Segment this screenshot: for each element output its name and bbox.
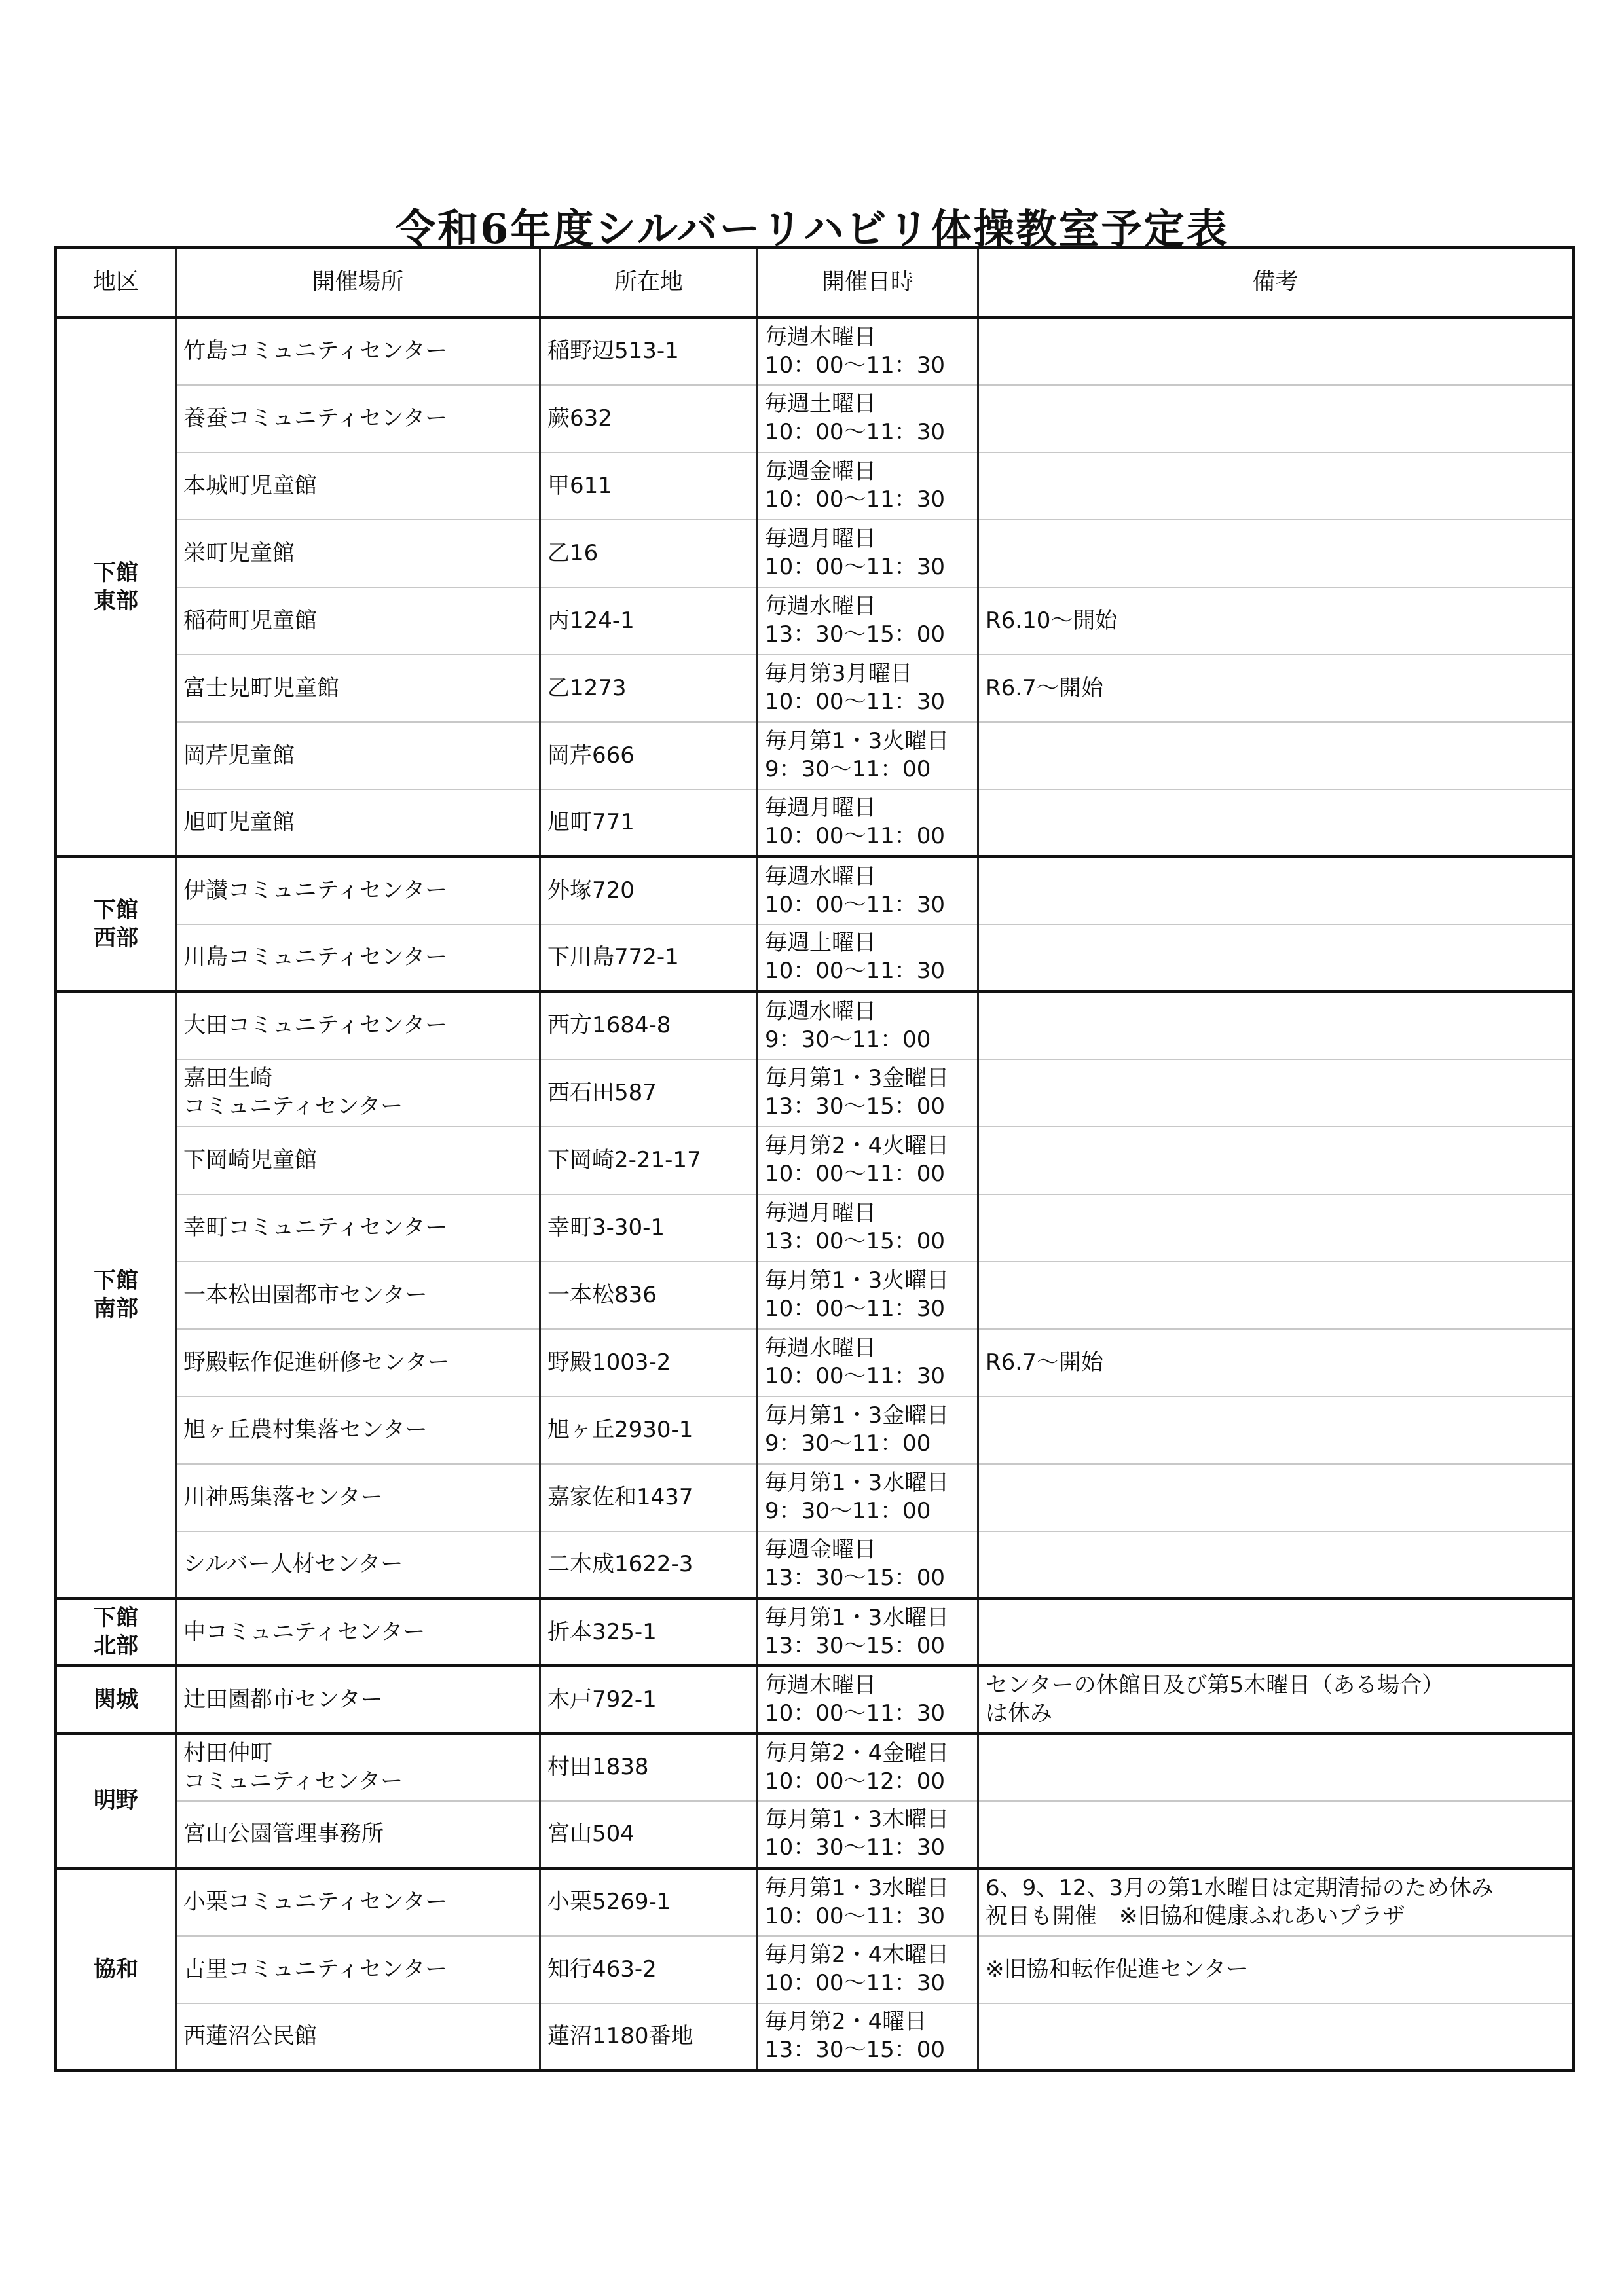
text-line: 嘉田生崎 <box>183 1065 272 1091</box>
schedule-day: 毎月第1・3水曜日 <box>765 1470 950 1496</box>
schedule-cell <box>758 722 978 790</box>
text-line: コミュニティセンター <box>183 1093 403 1120</box>
schedule-day: 毎週水曜日 <box>765 998 876 1025</box>
text-line: 祝日も開催 ※旧協和健康ふれあいプラザ <box>986 1903 1405 1929</box>
schedule-cell <box>758 1599 978 1666</box>
schedule-cell <box>758 1329 978 1396</box>
address-cell: 野殿1003-2 <box>540 1329 758 1396</box>
notes-cell <box>978 520 1574 587</box>
notes-cell: ※旧協和転作促進センター <box>978 1936 1574 2003</box>
table-row <box>56 1059 1574 1127</box>
schedule-time: 10：00～12：00 <box>765 1768 946 1795</box>
address-cell: 稲野辺513-1 <box>540 318 758 385</box>
notes-cell <box>978 1868 1574 1936</box>
schedule-day: 毎月第1・3水曜日 <box>765 1874 950 1901</box>
address-cell: 蓮沼1180番地 <box>540 2003 758 2071</box>
schedule-time: 9：30～11：00 <box>765 1498 931 1524</box>
schedule-cell <box>758 790 978 857</box>
address-cell: 下岡崎2-21-17 <box>540 1127 758 1194</box>
schedule-cell <box>758 992 978 1059</box>
schedule-time: 10：00～11：30 <box>765 1903 946 1929</box>
schedule-cell <box>758 1127 978 1194</box>
schedule-time: 13：30～15：00 <box>765 1565 946 1592</box>
schedule-time: 13：30～15：00 <box>765 2037 946 2064</box>
address-cell: 丙124-1 <box>540 587 758 655</box>
text-line: センターの休館日及び第5木曜日（ある場合） <box>986 1672 1445 1698</box>
table-row <box>56 857 1574 924</box>
venue-cell: 旭町児童館 <box>176 790 540 857</box>
venue-cell: 幸町コミュニティセンター <box>176 1194 540 1262</box>
notes-cell <box>978 1127 1574 1194</box>
schedule-cell <box>758 1396 978 1464</box>
text-line: 下館 <box>94 559 138 586</box>
notes-cell <box>978 1734 1574 1801</box>
table-row <box>56 1936 1574 2003</box>
venue-cell: 竹島コミュニティセンター <box>176 318 540 385</box>
district-cell: 明野 <box>56 1734 176 1868</box>
address-cell: 旭町771 <box>540 790 758 857</box>
notes-cell <box>978 1531 1574 1599</box>
schedule-time: 10：00～11：30 <box>765 419 946 445</box>
schedule-day: 毎週金曜日 <box>765 458 876 484</box>
schedule-cell <box>758 1734 978 1801</box>
schedule-cell <box>758 1531 978 1599</box>
text-line: 東部 <box>94 587 138 614</box>
table-row <box>56 1127 1574 1194</box>
schedule-cell <box>758 1868 978 1936</box>
venue-cell: 岡芹児童館 <box>176 722 540 790</box>
header-venue: 開催場所 <box>176 248 540 318</box>
table-row <box>56 385 1574 452</box>
venue-cell: 宮山公園管理事務所 <box>176 1801 540 1868</box>
header-district: 地区 <box>56 248 176 318</box>
address-cell: 蕨632 <box>540 385 758 452</box>
table-row <box>56 1666 1574 1734</box>
address-cell: 乙1273 <box>540 655 758 722</box>
venue-cell: 伊讃コミュニティセンター <box>176 857 540 924</box>
venue-cell: 本城町児童館 <box>176 452 540 520</box>
schedule-cell <box>758 2003 978 2071</box>
schedule-time: 10：00～11：00 <box>765 823 946 850</box>
address-cell: 折本325-1 <box>540 1599 758 1666</box>
table-row <box>56 992 1574 1059</box>
venue-cell: シルバー人材センター <box>176 1531 540 1599</box>
address-cell: 西方1684-8 <box>540 992 758 1059</box>
notes-cell <box>978 1801 1574 1868</box>
schedule-day: 毎週月曜日 <box>765 795 876 822</box>
venue-cell: 富士見町児童館 <box>176 655 540 722</box>
schedule-time: 10：00～11：30 <box>765 1700 946 1726</box>
schedule-time: 10：00～11：30 <box>765 352 946 378</box>
notes-cell <box>978 2003 1574 2071</box>
text-line: 村田仲町 <box>183 1740 272 1766</box>
schedule-time: 10：00～11：30 <box>765 1970 946 1996</box>
venue-cell: 大田コミュニティセンター <box>176 992 540 1059</box>
schedule-cell <box>758 1194 978 1262</box>
address-cell: 小栗5269-1 <box>540 1868 758 1936</box>
schedule-cell <box>758 385 978 452</box>
table-row <box>56 452 1574 520</box>
notes-cell <box>978 857 1574 924</box>
address-cell: 幸町3-30-1 <box>540 1194 758 1262</box>
schedule-day: 毎週土曜日 <box>765 930 876 957</box>
notes-cell <box>978 1059 1574 1127</box>
header-schedule: 開催日時 <box>758 248 978 318</box>
notes-cell <box>978 1599 1574 1666</box>
table-row <box>56 1329 1574 1396</box>
schedule-cell <box>758 520 978 587</box>
notes-cell: R6.7～開始 <box>978 655 1574 722</box>
schedule-cell <box>758 1059 978 1127</box>
notes-cell <box>978 318 1574 385</box>
table-row <box>56 587 1574 655</box>
schedule-time: 10：00～11：30 <box>765 958 946 985</box>
address-cell: 村田1838 <box>540 1734 758 1801</box>
venue-cell <box>176 1059 540 1127</box>
text-line: は休み <box>986 1700 1052 1726</box>
schedule-day: 毎週水曜日 <box>765 1335 876 1361</box>
venue-cell: 旭ヶ丘農村集落センター <box>176 1396 540 1464</box>
address-cell: 二木成1622-3 <box>540 1531 758 1599</box>
address-cell: 旭ヶ丘2930-1 <box>540 1396 758 1464</box>
notes-cell <box>978 1666 1574 1734</box>
schedule-day: 毎週土曜日 <box>765 391 876 417</box>
schedule-time: 10：00～11：30 <box>765 1363 946 1389</box>
address-cell: 岡芹666 <box>540 722 758 790</box>
district-cell <box>56 318 176 857</box>
schedule-time: 10：00～11：30 <box>765 891 946 918</box>
venue-cell: 稲荷町児童館 <box>176 587 540 655</box>
notes-cell <box>978 1194 1574 1262</box>
notes-cell <box>978 452 1574 520</box>
address-cell: 下川島772-1 <box>540 924 758 992</box>
table-row <box>56 1599 1574 1666</box>
table-row <box>56 1396 1574 1464</box>
address-cell: 乙16 <box>540 520 758 587</box>
text-line: 南部 <box>94 1296 138 1322</box>
schedule-day: 毎月第1・3火曜日 <box>765 1267 950 1294</box>
address-cell: 外塚720 <box>540 857 758 924</box>
table-row <box>56 1801 1574 1868</box>
schedule-time: 13：30～15：00 <box>765 621 946 647</box>
notes-cell <box>978 385 1574 452</box>
notes-cell <box>978 924 1574 992</box>
schedule-day: 毎月第2・4火曜日 <box>765 1133 950 1159</box>
schedule-day: 毎週金曜日 <box>765 1537 876 1563</box>
text-line: 北部 <box>94 1633 138 1659</box>
venue-cell: 辻田園都市センター <box>176 1666 540 1734</box>
district-cell <box>56 857 176 992</box>
table-body <box>56 318 1574 2071</box>
schedule-time: 10：00～11：30 <box>765 1296 946 1322</box>
text-line: 下館 <box>94 1605 138 1631</box>
schedule-cell <box>758 1262 978 1329</box>
schedule-day: 毎週木曜日 <box>765 1672 876 1698</box>
notes-cell <box>978 790 1574 857</box>
text-line: 下館 <box>94 896 138 923</box>
venue-cell: 中コミュニティセンター <box>176 1599 540 1666</box>
schedule-time: 10：00～11：30 <box>765 486 946 513</box>
table-header-row <box>56 248 1574 318</box>
schedule-day: 毎月第1・3木曜日 <box>765 1806 950 1833</box>
venue-cell: 養蚕コミュニティセンター <box>176 385 540 452</box>
schedule-cell <box>758 857 978 924</box>
address-cell: 宮山504 <box>540 1801 758 1868</box>
schedule-time: 10：30～11：30 <box>765 1834 946 1861</box>
schedule-cell <box>758 452 978 520</box>
venue-cell: 下岡崎児童館 <box>176 1127 540 1194</box>
text-line: 下館 <box>94 1267 138 1294</box>
schedule-time: 10：00～11：30 <box>765 689 946 715</box>
venue-cell <box>176 1734 540 1801</box>
schedule-cell <box>758 924 978 992</box>
notes-cell <box>978 992 1574 1059</box>
schedule-cell <box>758 1936 978 2003</box>
schedule-time: 9：30～11：00 <box>765 1026 931 1053</box>
table-row <box>56 520 1574 587</box>
schedule-day: 毎月第1・3金曜日 <box>765 1402 950 1429</box>
venue-cell: 小栗コミュニティセンター <box>176 1868 540 1936</box>
table-row <box>56 924 1574 992</box>
venue-cell: 川島コミュニティセンター <box>176 924 540 992</box>
schedule-time: 9：30～11：00 <box>765 756 931 782</box>
table-row <box>56 790 1574 857</box>
table-row <box>56 1194 1574 1262</box>
table-row <box>56 2003 1574 2071</box>
notes-cell <box>978 1262 1574 1329</box>
schedule-time: 10：00～11：30 <box>765 554 946 580</box>
address-cell: 一本松836 <box>540 1262 758 1329</box>
schedule-table <box>54 246 1575 2072</box>
schedule-cell <box>758 1801 978 1868</box>
schedule-day: 毎週水曜日 <box>765 863 876 890</box>
district-cell: 関城 <box>56 1666 176 1734</box>
schedule-day: 毎月第1・3火曜日 <box>765 728 950 754</box>
table-row <box>56 1531 1574 1599</box>
schedule-time: 13：30～15：00 <box>765 1093 946 1120</box>
schedule-time: 10：00～11：00 <box>765 1161 946 1187</box>
address-cell: 甲611 <box>540 452 758 520</box>
address-cell: 知行463-2 <box>540 1936 758 2003</box>
schedule-day: 毎月第2・4金曜日 <box>765 1740 950 1766</box>
schedule-cell <box>758 1464 978 1531</box>
schedule-time: 13：30～15：00 <box>765 1633 946 1659</box>
text-line: 西部 <box>94 924 138 951</box>
schedule-day: 毎週月曜日 <box>765 1200 876 1226</box>
venue-cell: 栄町児童館 <box>176 520 540 587</box>
venue-cell: 古里コミュニティセンター <box>176 1936 540 2003</box>
schedule-time: 9：30～11：00 <box>765 1430 931 1457</box>
schedule-day: 毎月第2・4曜日 <box>765 2009 927 2035</box>
schedule-time: 13：00～15：00 <box>765 1228 946 1254</box>
text-line: 6、9、12、3月の第1水曜日は定期清掃のため休み <box>986 1874 1494 1901</box>
schedule-cell <box>758 1666 978 1734</box>
schedule-cell <box>758 655 978 722</box>
text-line: コミュニティセンター <box>183 1768 403 1795</box>
venue-cell: 川神馬集落センター <box>176 1464 540 1531</box>
table-row <box>56 1464 1574 1531</box>
notes-cell: R6.7～開始 <box>978 1329 1574 1396</box>
header-notes: 備考 <box>978 248 1574 318</box>
address-cell: 西石田587 <box>540 1059 758 1127</box>
page-title: 令和6年度シルバーリハビリ体操教室予定表 <box>395 204 1229 253</box>
schedule-day: 毎月第2・4木曜日 <box>765 1942 950 1968</box>
district-cell: 協和 <box>56 1868 176 2071</box>
table-row <box>56 655 1574 722</box>
table-row <box>56 1262 1574 1329</box>
schedule-day: 毎週木曜日 <box>765 323 876 350</box>
district-cell <box>56 1599 176 1666</box>
schedule-day: 毎月第1・3金曜日 <box>765 1065 950 1091</box>
schedule-day: 毎週月曜日 <box>765 526 876 552</box>
notes-cell <box>978 1464 1574 1531</box>
notes-cell <box>978 1396 1574 1464</box>
table-row <box>56 1868 1574 1936</box>
notes-cell <box>978 722 1574 790</box>
district-cell <box>56 992 176 1599</box>
venue-cell: 一本松田園都市センター <box>176 1262 540 1329</box>
address-cell: 嘉家佐和1437 <box>540 1464 758 1531</box>
schedule-day: 毎週水曜日 <box>765 593 876 619</box>
venue-cell: 野殿転作促進研修センター <box>176 1329 540 1396</box>
venue-cell: 西蓮沼公民館 <box>176 2003 540 2071</box>
schedule-day: 毎月第1・3水曜日 <box>765 1605 950 1631</box>
table-row <box>56 1734 1574 1801</box>
schedule-cell <box>758 318 978 385</box>
notes-cell: R6.10～開始 <box>978 587 1574 655</box>
schedule-cell <box>758 587 978 655</box>
header-address: 所在地 <box>540 248 758 318</box>
table-row <box>56 722 1574 790</box>
table-row <box>56 318 1574 385</box>
address-cell: 木戸792-1 <box>540 1666 758 1734</box>
schedule-day: 毎月第3月曜日 <box>765 661 913 687</box>
